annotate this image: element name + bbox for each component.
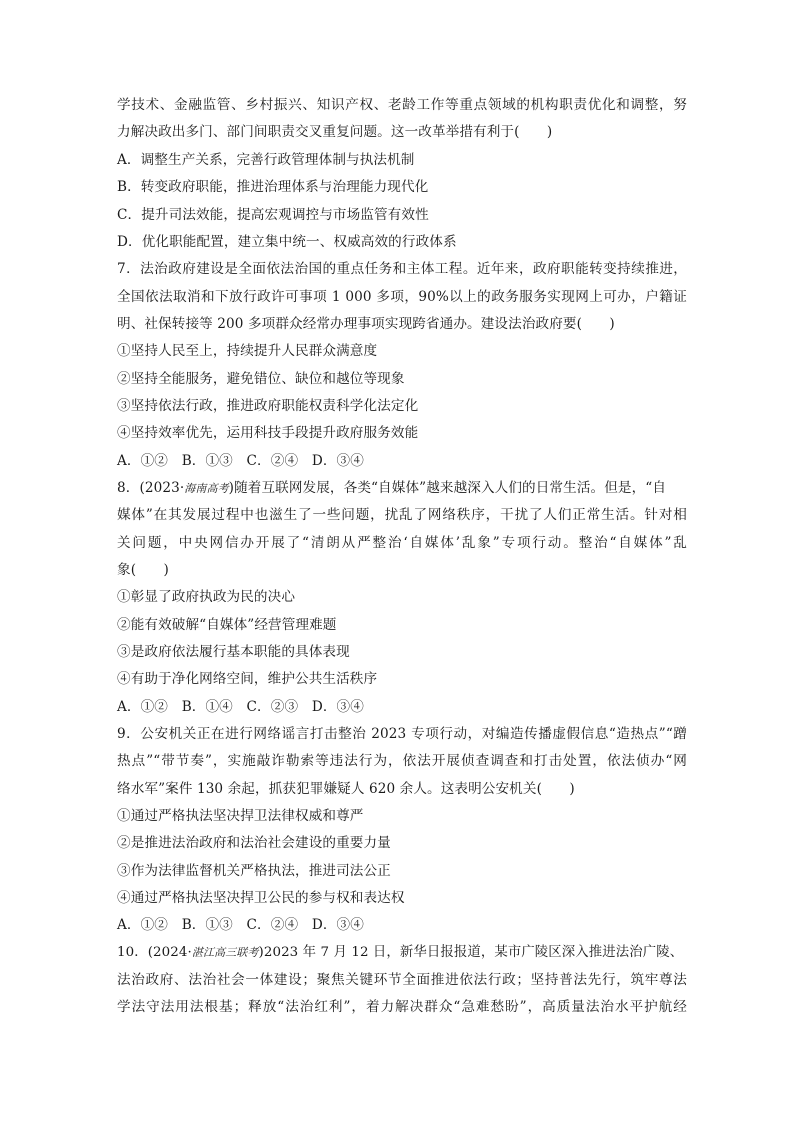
q6-stem-line-2: 力解决政出多门、部门间职责交叉重复问题。这一改革举措有利于( ) (117, 124, 553, 140)
q8-answer-options: A．①② B．①④ C．②③ D．③④ (117, 699, 364, 715)
q6-option-b: B．转变政府职能，推进治理体系与治理能力现代化 (117, 179, 429, 195)
q7-item-1: ①坚持人民至上，持续提升人民群众满意度 (117, 343, 378, 359)
q10-stem-line-1 (117, 943, 687, 963)
q10-stem-line-3: 学法守法用法根基；释放“法治红利”，着力解决群众“急难愁盼”，高质量法治水平护航经 (117, 999, 687, 1015)
q6-option-c: C．提升司法效能，提高宏观调控与市场监管有效性 (117, 207, 429, 223)
q9-stem-line-1: 9．公安机关正在进行网络谣言打击整治 2023 专项行动，对编造传播虚假信息“造热点”“蹭 (117, 726, 687, 742)
q10-source: 湛江高三联考 (191, 946, 259, 959)
q6-option-d: D．优化职能配置，建立集中统一、权威高效的行政体系 (117, 234, 457, 250)
q8-source: 海南高考 (184, 482, 229, 495)
q7-stem-line-3: 明、社保转接等 200 多项群众经常办理事项实现跨省通办。建设法治政府要( ) (117, 316, 615, 332)
q9-item-4: ④通过严格执法坚决捍卫公民的参与权和表达权 (117, 890, 405, 906)
q10-number: 10．(2024· (117, 945, 192, 960)
q6-stem-line-1: 学技术、金融监管、乡村振兴、知识产权、老龄工作等重点领域的机构职责优化和调整，努 (117, 97, 687, 113)
q9-item-1: ①通过严格执法坚决捍卫法律权威和尊严 (117, 808, 364, 824)
q7-item-4: ④坚持效率优先，运用科技手段提升政府服务效能 (117, 425, 419, 441)
q7-stem-line-2: 全国依法取消和下放行政许可事项 1 000 多项，90%以上的政务服务实现网上可办，户籍证 (117, 289, 687, 305)
q9-stem-line-2: 热点”“带节奏”，实施敲诈勒索等违法行为，依法开展侦查调查和打击处置，依法侦办“网 (117, 753, 687, 769)
q8-item-3: ③是政府依法履行基本职能的具体表现 (117, 644, 350, 660)
q9-answer-options: A．①② B．①③ C．②④ D．③④ (117, 917, 364, 933)
q10-stem-rest: )2023 年 7 月 12 日，新华日报报道，某市广陵区深入推进法治广陵、 (258, 945, 684, 960)
q8-stem-line-4: 象( ) (117, 562, 169, 578)
q7-answer-options: A．①② B．①③ C．②④ D．③④ (117, 453, 364, 469)
q8-stem-line-3: 关问题，中央网信办开展了“清朗从严整治‘自媒体’乱象”专项行动。整治“自媒体”乱 (117, 535, 687, 551)
q8-stem-line-1 (117, 478, 687, 499)
q9-item-2: ②是推进法治政府和法治社会建设的重要力量 (117, 835, 391, 851)
q8-item-4: ④有助于净化网络空间，维护公共生活秩序 (117, 671, 378, 687)
q7-item-3: ③坚持依法行政，推进政府职能权责科学化法定化 (117, 398, 419, 414)
q9-stem-line-3: 络水军”案件 130 余起，抓获犯罪嫌疑人 620 余人。这表明公安机关( ) (117, 781, 575, 797)
q8-item-2: ②能有效破解“自媒体”经营管理难题 (117, 617, 337, 633)
q10-stem-line-2: 法治政府、法治社会一体建设；聚焦关键环节全面推进依法行政；坚持普法先行，筑牢尊法 (117, 972, 687, 988)
q7-item-2: ②坚持全能服务，避免错位、缺位和越位等现象 (117, 371, 405, 387)
q8-item-1: ①彰显了政府执政为民的决心 (117, 589, 296, 605)
q7-stem-line-1: 7．法治政府建设是全面依法治国的重点任务和主体工程。近年来，政府职能转变持续推进， (117, 261, 687, 277)
q8-number: 8．(2023· (117, 480, 185, 496)
q8-stem-line-2: 媒体”在其发展过程中也滋生了一些问题，扰乱了网络秩序，干扰了人们正常生活。针对相 (117, 507, 687, 523)
q9-item-3: ③作为法律监督机关严格执法，推进司法公正 (117, 863, 391, 879)
q6-option-a: A．调整生产关系，完善行政管理体制与执法机制 (117, 152, 415, 168)
q8-stem-rest: )随着互联网发展，各类“自媒体”越来越深入人们的日常生活。但是，“自 (228, 480, 667, 496)
